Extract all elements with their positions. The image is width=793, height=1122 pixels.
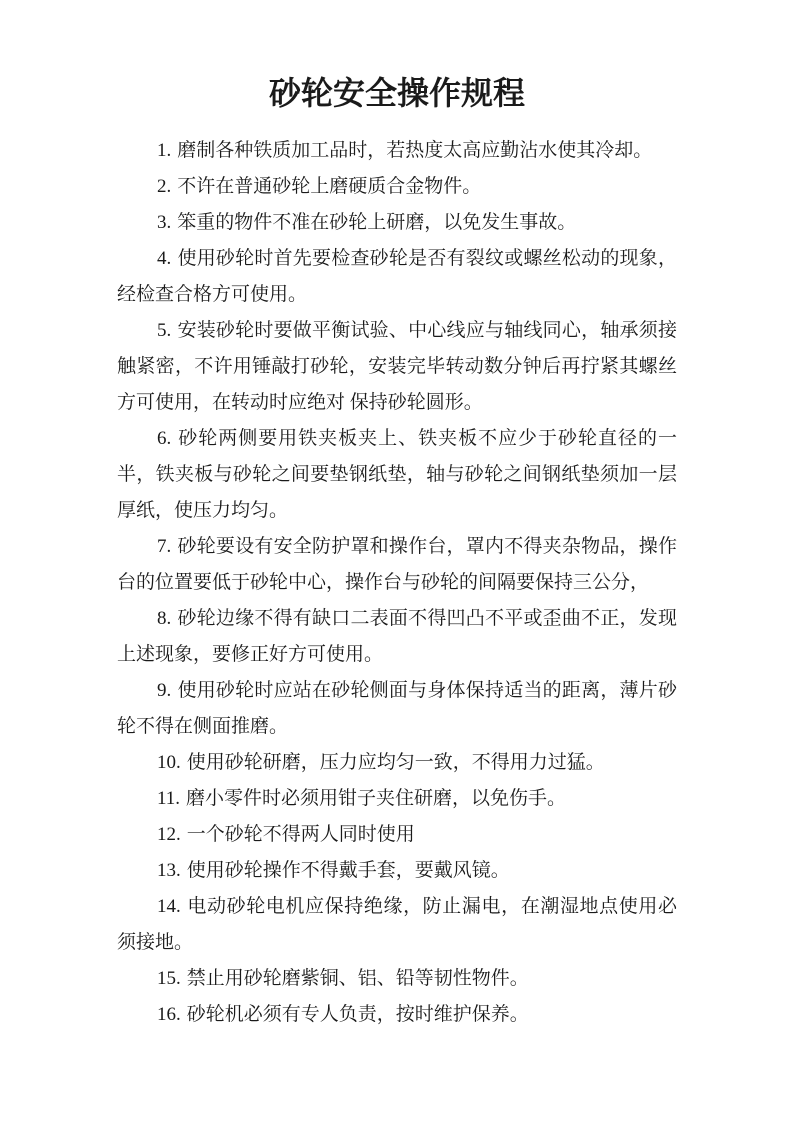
rule-text: 使用砂轮研磨，压力应均匀一致，不得用力过猛。 bbox=[186, 752, 605, 773]
rule-text: 砂轮两侧要用铁夹板夹上、铁夹板不应少于砂轮直径的一半，铁夹板与砂轮之间要垫钢纸垫，轴与砂轮之间钢纸垫须加一层厚纸，使压力均匀。 bbox=[117, 428, 677, 521]
rule-number: 8. bbox=[157, 608, 172, 629]
rule-item-7 bbox=[117, 529, 677, 601]
rule-number: 12. bbox=[157, 824, 181, 845]
rule-text: 磨制各种铁质加工品时，若热度太高应勤沾水使其冷却。 bbox=[177, 140, 653, 161]
rule-number: 15. bbox=[157, 968, 181, 989]
rule-number: 2. bbox=[157, 176, 172, 197]
rule-text: 笨重的物件不准在砂轮上研磨，以免发生事故。 bbox=[177, 212, 577, 233]
rule-number: 4. bbox=[157, 248, 172, 269]
rule-text: 电动砂轮电机应保持绝缘，防止漏电，在潮湿地点使用必须接地。 bbox=[117, 896, 677, 953]
rule-item-1 bbox=[117, 133, 677, 169]
rule-item-14 bbox=[117, 889, 677, 961]
rule-item-3 bbox=[117, 205, 677, 241]
rule-item-12 bbox=[117, 817, 677, 853]
rule-number: 16. bbox=[157, 1004, 181, 1025]
rule-text: 磨小零件时必须用钳子夹住研磨，以免伤手。 bbox=[186, 788, 567, 809]
rule-number: 14. bbox=[157, 896, 181, 917]
rule-number: 9. bbox=[157, 680, 172, 701]
rule-text: 砂轮边缘不得有缺口二表面不得凹凸不平或歪曲不正，发现上述现象，要修正好方可使用。 bbox=[117, 608, 677, 665]
rule-item-13 bbox=[117, 853, 677, 889]
rule-item-5 bbox=[117, 313, 677, 421]
rule-text: 禁止用砂轮磨紫铜、铝、铅等韧性物件。 bbox=[186, 968, 529, 989]
rule-item-6 bbox=[117, 421, 677, 529]
rule-item-9 bbox=[117, 673, 677, 745]
rule-number: 5. bbox=[157, 320, 172, 341]
rule-text: 砂轮机必须有专人负责，按时维护保养。 bbox=[186, 1004, 529, 1025]
rule-number: 1. bbox=[157, 140, 172, 161]
rule-item-10 bbox=[117, 745, 677, 781]
rule-number: 7. bbox=[157, 536, 172, 557]
rule-item-2 bbox=[117, 169, 677, 205]
rule-item-8 bbox=[117, 601, 677, 673]
rule-item-4 bbox=[117, 241, 677, 313]
rule-number: 10. bbox=[157, 752, 181, 773]
rule-number: 3. bbox=[157, 212, 172, 233]
page-title: 砂轮安全操作规程 bbox=[268, 75, 525, 111]
rule-text: 使用砂轮操作不得戴手套，要戴风镜。 bbox=[186, 860, 510, 881]
rule-number: 6. bbox=[157, 428, 172, 449]
rule-text: 不许在普通砂轮上磨硬质合金物件。 bbox=[177, 176, 482, 197]
rule-text: 安装砂轮时要做平衡试验、中心线应与轴线同心，轴承须接触紧密，不许用锤敲打砂轮，安装完毕转动数分钟后再拧紧其螺丝方可使用，在转动时应绝对 保持砂轮圆形。 bbox=[117, 320, 677, 413]
rule-text: 砂轮要设有安全防护罩和操作台，罩内不得夹杂物品，操作台的位置要低于砂轮中心，操作台与砂轮的间隔要保持三公分， bbox=[117, 536, 677, 593]
rule-item-15 bbox=[117, 961, 677, 997]
rule-item-11 bbox=[117, 781, 677, 817]
rule-item-16 bbox=[117, 997, 677, 1033]
rule-number: 11. bbox=[157, 788, 181, 809]
rule-text: 使用砂轮时应站在砂轮侧面与身体保持适当的距离，薄片砂轮不得在侧面推磨。 bbox=[117, 680, 677, 737]
rule-text: 一个砂轮不得两人同时使用 bbox=[186, 824, 415, 845]
rule-number: 13. bbox=[157, 860, 181, 881]
rule-text: 使用砂轮时首先要检查砂轮是否有裂纹或螺丝松动的现象，经检查合格方可使用。 bbox=[117, 248, 677, 305]
rules-list bbox=[117, 133, 677, 1033]
